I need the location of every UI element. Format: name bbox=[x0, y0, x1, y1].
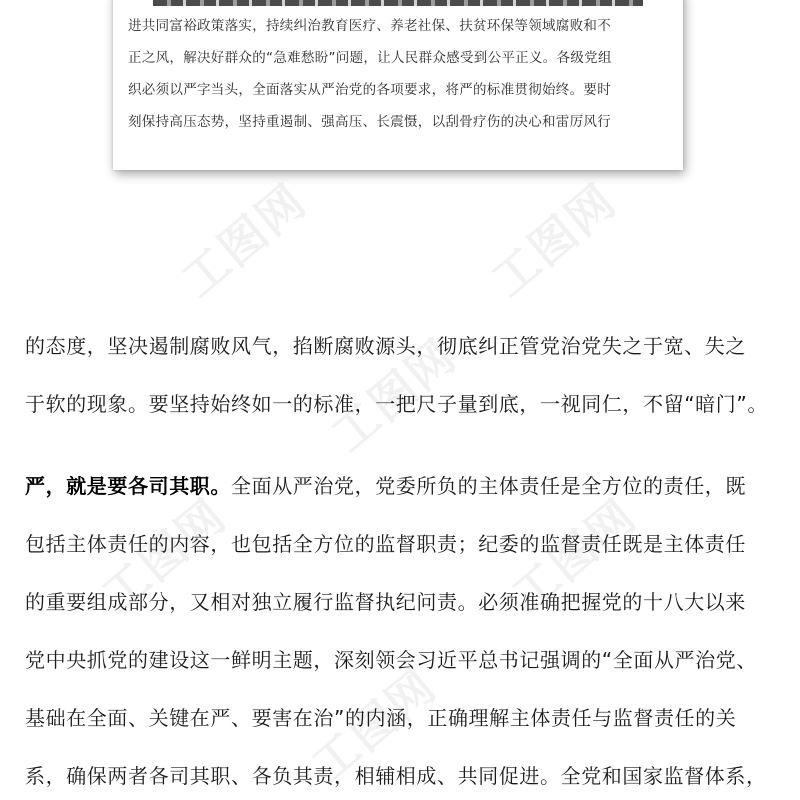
excerpt-card bbox=[113, 0, 683, 170]
paragraph-line bbox=[25, 463, 785, 521]
watermark-text: 工图网 bbox=[301, 658, 447, 793]
watermark-text: 工图网 bbox=[501, 488, 647, 623]
paragraph-line: 包括主体责任的内容，也包括全方位的监督职责；纪委的监督责任既是主体责任 bbox=[25, 532, 746, 556]
paragraph-text: 全面从严治党，党委所负的主体责任是全方位的责任，既 bbox=[231, 474, 746, 498]
watermark-text: 工图网 bbox=[321, 328, 467, 463]
paragraph-line: 党中央抓党的建设这一鲜明主题，深刻领会习近平总书记强调的“全面从严治党、 bbox=[25, 648, 757, 672]
paragraph-line: 系，确保两者各司其职、各负其责，相辅相成、共同促进。全党和国家监督体系， bbox=[25, 764, 767, 788]
watermark-text: 工图网 bbox=[481, 173, 627, 308]
excerpt-line: 进共同富裕政策落实，持续纠治教育医疗、养老社保、扶贫环保等领域腐败和不 bbox=[128, 18, 611, 34]
paragraph-line: 基础在全面、关键在严、要害在治”的内涵，正确理解主体责任与监督责任的关 bbox=[25, 706, 737, 730]
watermark-text: 工图网 bbox=[91, 488, 237, 623]
paragraph-line: 的重要组成部分，又相对独立履行监督执纪问责。必须准确把握党的十八大以来 bbox=[25, 590, 746, 614]
watermark-text: 工图网 bbox=[171, 173, 317, 308]
excerpt-text bbox=[128, 10, 673, 138]
paragraph-line: 于软的现象。要坚持始终如一的标准，一把尺子量到底，一视同仁，不留“暗门”。 bbox=[25, 392, 768, 416]
paragraph-gap bbox=[25, 439, 785, 463]
paragraph-line: 的态度，坚决遏制腐败风气，掐断腐败源头，彻底纠正管党治党失之于宽、失之 bbox=[25, 334, 746, 358]
excerpt-line: 织必须以严字当头，全面落实从严治党的各项要求，将严的标准贯彻始终。要时 bbox=[128, 82, 611, 98]
section-heading: 严，就是要各司其职。 bbox=[25, 474, 231, 498]
article-body bbox=[25, 323, 785, 800]
excerpt-line: 刻保持高压态势，坚持重遏制、强高压、长震慑，以刮骨疗伤的决心和雷厉风行 bbox=[128, 114, 611, 130]
cropped-text-strip bbox=[153, 0, 643, 6]
excerpt-line: 正之风，解决好群众的“急难愁盼”问题，让人民群众感受到公平正义。各级党组 bbox=[128, 50, 612, 66]
